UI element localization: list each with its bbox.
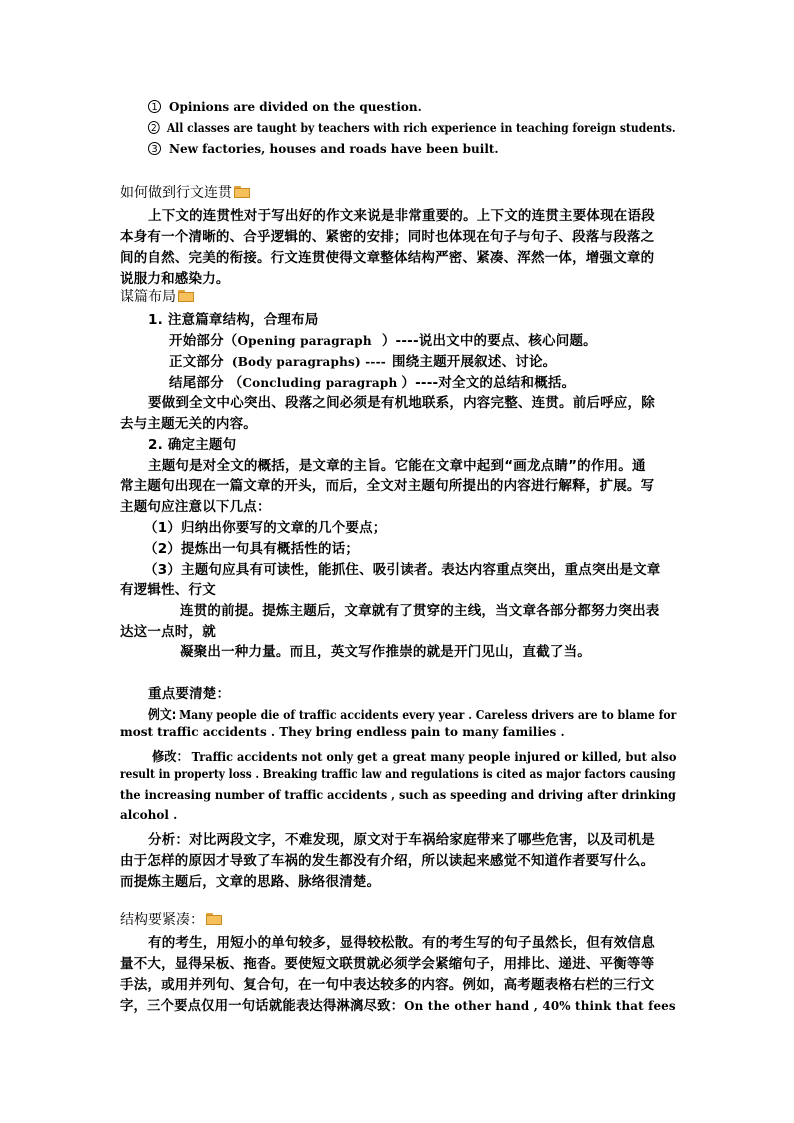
revise-line [152, 746, 676, 765]
analysis-line: 分析：对比两段文字，不难发现，原文对于车祸给家庭带来了哪些危害，以及司机是 [148, 832, 655, 848]
point-heading: 2. 确定主题句 [148, 437, 237, 453]
desc: ----对全文的总结和概括。 [415, 375, 576, 391]
paren: ） [401, 375, 416, 391]
example-text: All classes are taught by teachers with rich experience in teaching foreign students. [166, 121, 676, 135]
list-item: （3）主题句应具有可读性，能抓住、吸引读者。表达内容重点突出，重点突出是文章 [144, 562, 661, 578]
example-item-2 [148, 121, 676, 135]
paren: ） [381, 333, 396, 349]
section-heading-focus: 重点要清楚： [148, 686, 231, 702]
concluding-line [169, 371, 575, 391]
label-cn: 正文部分 [169, 354, 224, 370]
heading-text: 结构要紧凑： [120, 912, 204, 928]
circle-number: 1 [148, 100, 161, 113]
heading-text: 如何做到行文连贯 [120, 185, 232, 201]
desc: 围绕主题开展叙述、讨论。 [391, 354, 557, 370]
paragraph-line: 说服力和感染力。 [120, 271, 230, 287]
revise-text: Traffic accidents not only get a great many people injured or killed, but also [191, 750, 677, 764]
label-en: Opening paragraph [237, 334, 372, 348]
example-line [148, 704, 676, 723]
label-cn: 结尾部分 （ [169, 375, 243, 391]
opening-line [169, 329, 597, 349]
paragraph-line: 本身有一个清晰的、合乎逻辑的、紧密的安排；同时也体现在句子与句子、段落与段落之 [120, 229, 655, 245]
point-heading: 1. 注意篇章结构，合理布局 [148, 312, 319, 328]
revise-label: 修改： [152, 750, 189, 765]
example-text: Many people die of traffic accidents every year . Careless drivers are to blame for [179, 708, 677, 722]
paragraph-line: 常主题句出现在一篇文章的开头，而后，全文对主题句所提出的内容进行解释，扩展。写 [120, 478, 655, 494]
label-cn: 开始部分（ [169, 333, 238, 349]
revise-line: result in property loss . Breaking traffic law and regulations is cited as major factors causing [120, 767, 676, 781]
paragraph-line: 上下文的连贯性对于写出好的作文来说是非常重要的。上下文的连贯主要体现在语段 [148, 208, 655, 224]
body-line [169, 350, 556, 370]
heading-text: 谋篇布局 [120, 289, 176, 305]
paragraph-line: 量不大，显得呆板、拖沓。要使短文联贯就必须学会紧缩句子，用排比、递进、平衡等等 [120, 956, 655, 972]
paragraph-line: 手法，或用并列句、复合句，在一句中表达较多的内容。例如，高考题表格右栏的三行文 [120, 977, 655, 993]
example-label: 例文: [148, 708, 177, 723]
section-heading-layout [120, 286, 194, 306]
revise-line: the increasing number of traffic accidents , such as speeding and driving after drinking [120, 788, 676, 802]
label-en: Concluding paragraph [242, 376, 398, 390]
list-item-cont: 连贯的前提。提炼主题后，文章就有了贯穿的主线，当文章各部分都努力突出表 [180, 603, 660, 619]
list-item-cont: 有逻辑性、行文 [120, 582, 216, 598]
list-item-cont: 凝聚出一种力量。而且，英文写作推崇的就是开门见山，直截了当。 [180, 644, 591, 660]
paragraph-line: 去与主题无关的内容。 [120, 416, 257, 432]
example-item-3 [148, 142, 499, 156]
example-text: Opinions are divided on the question. [169, 100, 422, 114]
folder-icon [206, 913, 222, 925]
paragraph-line: 主题句应注意以下几点： [120, 499, 271, 515]
revise-line: alcohol . [120, 808, 178, 822]
example-item-1 [148, 100, 422, 114]
list-item: （2）提炼出一句具有概括性的话； [144, 541, 360, 557]
paragraph-text: 字，三个要点仅用一句话就能表达得淋漓尽致： [120, 998, 405, 1014]
analysis-line: 而提炼主题后，文章的思路、脉络很清楚。 [120, 874, 381, 890]
circle-number: 2 [148, 121, 160, 134]
analysis-line: 由于怎样的原因才导致了车祸的发生都没有介绍，所以读起来感觉不知道作者要写什么。 [120, 853, 655, 869]
example-line: most traffic accidents . They bring endless pain to many families . [120, 725, 565, 739]
desc: ----说出文中的要点、核心问题。 [395, 333, 597, 349]
label-en: (Body paragraphs) ---- [231, 355, 386, 369]
circle-number: 3 [148, 142, 161, 155]
paragraph-text-en: On the other hand , 40% think that fees [404, 999, 676, 1013]
paragraph-line: 主题句是对全文的概括，是文章的主旨。它能在文章中起到“画龙点睛”的作用。通 [148, 458, 646, 474]
paragraph-line: 要做到全文中心突出、段落之间必须是有机地联系，内容完整、连贯。前后呼应，除 [148, 395, 655, 411]
section-heading-coherence [120, 182, 250, 202]
example-text: New factories, houses and roads have been built. [169, 142, 499, 156]
paragraph-line: 间的自然、完美的衔接。行文连贯使得文章整体结构严密、紧凑、浑然一体，增强文章的 [120, 250, 655, 266]
paragraph-line [120, 994, 676, 1014]
folder-icon [178, 290, 194, 302]
list-item: （1）归纳出你要写的文章的几个要点； [144, 520, 387, 536]
folder-icon [234, 186, 250, 198]
section-heading-compact [120, 909, 222, 929]
list-item-cont: 达这一点时，就 [120, 624, 216, 640]
paragraph-line: 有的考生，用短小的单句较多，显得较松散。有的考生写的句子虽然长，但有效信息 [148, 935, 655, 951]
